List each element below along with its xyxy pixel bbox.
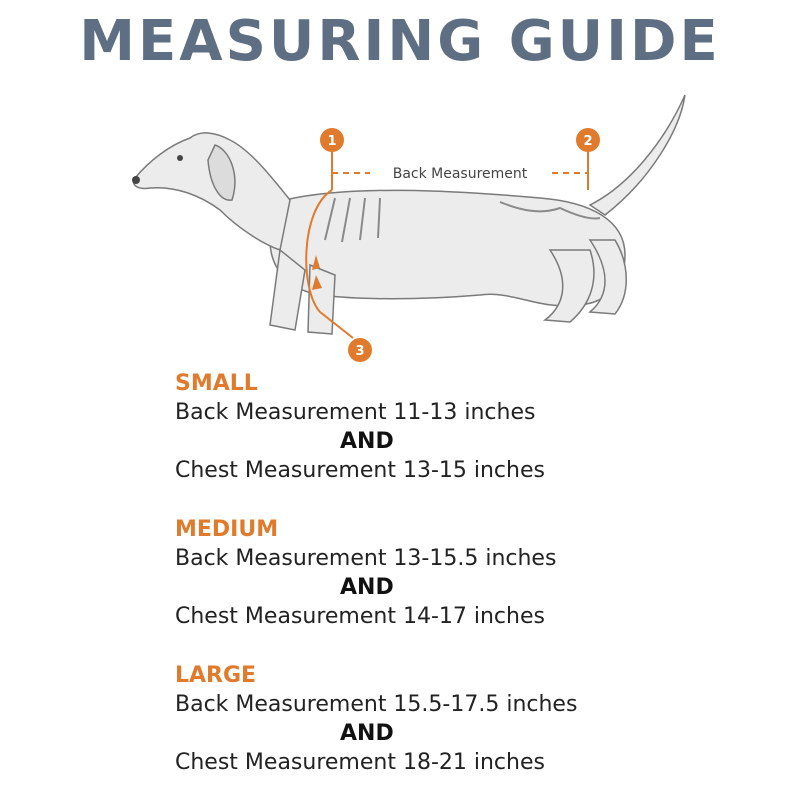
marker-3 <box>348 338 372 362</box>
size-chart <box>175 370 775 808</box>
and-text: AND <box>340 575 394 600</box>
back-measurement-text: Back Measurement 13-15.5 inches <box>175 546 557 571</box>
and-text: AND <box>340 721 394 746</box>
size-name: SMALL <box>175 371 258 396</box>
chest-measurement-text: Chest Measurement 14-17 inches <box>175 604 545 629</box>
size-large <box>175 662 775 808</box>
back-measurement-label: Back Measurement <box>392 166 528 182</box>
marker-1 <box>320 128 344 152</box>
chest-measurement-text: Chest Measurement 18-21 inches <box>175 750 545 775</box>
svg-text:2: 2 <box>583 134 593 149</box>
and-text: AND <box>340 429 394 454</box>
size-name: MEDIUM <box>175 517 279 542</box>
page-title: MEASURING GUIDE <box>79 9 721 74</box>
back-measurement-text: Back Measurement 15.5-17.5 inches <box>175 692 578 717</box>
svg-text:3: 3 <box>355 344 365 359</box>
back-measurement-text: Back Measurement 11-13 inches <box>175 400 536 425</box>
dog-illustration <box>132 95 685 334</box>
size-medium <box>175 516 775 662</box>
size-small <box>175 370 775 516</box>
size-name: LARGE <box>175 663 257 688</box>
dog-measurement-diagram <box>120 90 700 370</box>
svg-text:1: 1 <box>327 134 337 149</box>
chest-measurement-text: Chest Measurement 13-15 inches <box>175 458 545 483</box>
marker-2 <box>576 128 600 152</box>
